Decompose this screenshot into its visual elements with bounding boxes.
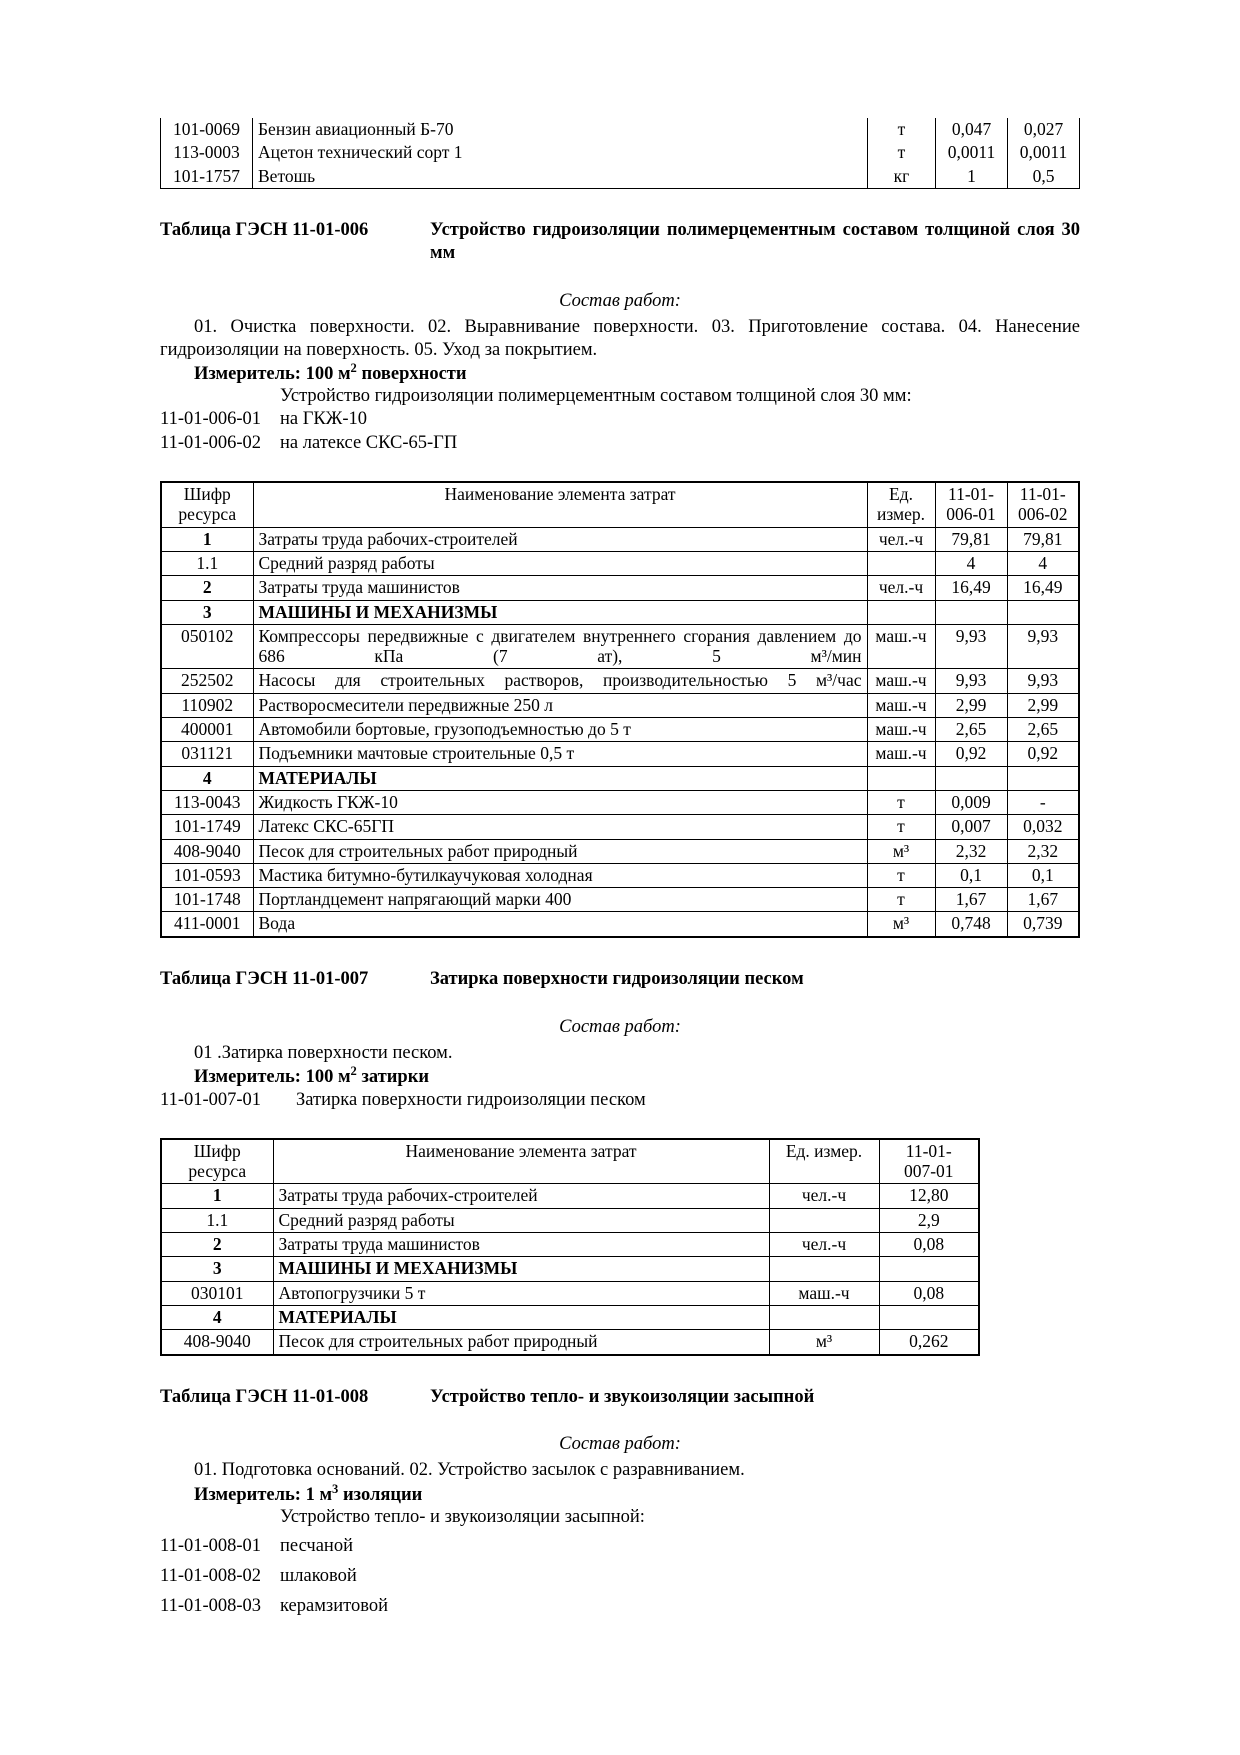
table-row (161, 766, 1079, 790)
resource-code: 2 (161, 1233, 273, 1257)
resource-code: 1 (161, 527, 253, 551)
section-006-table-body (161, 527, 1079, 937)
resource-value-1: 79,81 (935, 527, 1007, 551)
section-006-title (160, 219, 1080, 265)
resource-value-1: 16,49 (935, 576, 1007, 600)
variant-code: 11-01-006-02 (160, 433, 262, 454)
column-header-unit: Ед. измер. (769, 1139, 879, 1184)
column-header-norm-1-line2: 007-01 (903, 1161, 954, 1182)
section-006-variant (160, 431, 1080, 455)
section-007-resource-table (160, 1138, 980, 1356)
table-header-row (161, 1139, 979, 1184)
resource-value-2: 79,81 (1007, 527, 1079, 551)
resource-value-2: - (1007, 790, 1079, 814)
resource-code: 110902 (161, 693, 253, 717)
table-row (161, 669, 1079, 693)
resource-unit: м³ (867, 912, 935, 937)
resource-value-1: 12,80 (879, 1184, 979, 1208)
section-008-sostav-text: 01. Подготовка оснований. 02. Устройство засылок с разравниванием. (194, 1460, 745, 1481)
resource-unit: чел.-ч (867, 576, 935, 600)
resource-unit: чел.-ч (769, 1233, 879, 1257)
column-header-unit (867, 482, 935, 527)
izmeritel-suffix: затирки (356, 1066, 430, 1087)
izmeritel-suffix: поверхности (356, 364, 467, 385)
resource-value-1: 9,93 (935, 624, 1007, 669)
resource-unit (769, 1208, 879, 1232)
resource-name: Растворосмесители передвижные 250 л (253, 693, 867, 717)
resource-code: 030101 (161, 1281, 273, 1305)
table-row (161, 141, 1080, 164)
resource-value-1: 9,93 (935, 669, 1007, 693)
section-006-title-desc: Устройство гидроизоляции полимерцементным составом толщиной слоя 30 мм (430, 219, 1080, 263)
resource-name: Бензин авиационный Б-70 (253, 118, 868, 141)
section-006-table-head (161, 482, 1079, 527)
resource-value-2: 1,67 (1007, 888, 1079, 912)
resource-unit: маш.-ч (867, 718, 935, 742)
column-header-unit-line2: измер. (877, 504, 925, 525)
resource-value-2: 2,32 (1007, 839, 1079, 863)
resource-value-2: 0,0011 (1008, 141, 1080, 164)
resource-code: 1 (161, 1184, 273, 1208)
column-header-unit-line1: Ед. (889, 484, 913, 505)
table-row (161, 552, 1079, 576)
izmeritel-suffix: изоляции (338, 1484, 423, 1505)
resource-name: Автомобили бортовые, грузоподъемностью до 5 т (253, 718, 867, 742)
section-007-title-label: Таблица ГЭСН 11-01-007 (160, 968, 369, 989)
resource-value-1: 0,009 (935, 790, 1007, 814)
resource-value-2: 16,49 (1007, 576, 1079, 600)
section-007-variant (160, 1088, 1080, 1112)
resource-name: Средний разряд работы (253, 552, 867, 576)
section-007-sostav-heading: Состав работ: (559, 1016, 681, 1037)
section-007-title (160, 968, 1080, 991)
resource-code: 031121 (161, 742, 253, 766)
resource-unit: кг (868, 165, 936, 189)
column-header-code (161, 482, 253, 527)
resource-code: 411-0001 (161, 912, 253, 937)
column-header-norm-1 (935, 482, 1007, 527)
resource-value-1: 0,1 (935, 863, 1007, 887)
resource-value-1: 0,92 (935, 742, 1007, 766)
izmeritel-prefix: Измеритель: 100 м (194, 1066, 351, 1087)
resource-code: 4 (161, 766, 253, 790)
section-008-sub-desc: Устройство тепло- и звукоизоляции засыпной: (280, 1506, 645, 1527)
variant-text: Затирка поверхности гидроизоляции песком (296, 1089, 646, 1110)
resource-unit: т (867, 815, 935, 839)
table-row (161, 839, 1079, 863)
resource-code: 101-1749 (161, 815, 253, 839)
section-007-sostav-text: 01 .Затирка поверхности песком. (194, 1042, 453, 1063)
table-row (161, 165, 1080, 189)
table-row (161, 1330, 979, 1355)
resource-name: Затраты труда машинистов (253, 576, 867, 600)
izmeritel-sup: 3 (332, 1481, 339, 1496)
resource-value-1: 0,0011 (936, 141, 1008, 164)
fragment-table (160, 118, 1080, 189)
resource-code: 101-0593 (161, 863, 253, 887)
resource-value-1 (879, 1305, 979, 1329)
table-row (161, 790, 1079, 814)
resource-name: Песок для строительных работ природный (253, 839, 867, 863)
table-row (161, 693, 1079, 717)
section-006-sub-desc: Устройство гидроизоляции полимерцементным составом толщиной слоя 30 мм: (280, 386, 912, 407)
resource-unit: т (867, 863, 935, 887)
izmeritel-prefix: Измеритель: 1 м (194, 1484, 333, 1505)
table-row (161, 118, 1080, 141)
resource-value-1: 2,32 (935, 839, 1007, 863)
resource-group-heading: МАТЕРИАЛЫ (273, 1305, 769, 1329)
resource-group-heading: МАТЕРИАЛЫ (253, 766, 867, 790)
resource-code: 101-0069 (161, 118, 253, 141)
resource-value-1: 1 (936, 165, 1008, 189)
resource-unit: маш.-ч (867, 624, 935, 669)
column-header-norm-1 (879, 1139, 979, 1184)
resource-value-1: 2,65 (935, 718, 1007, 742)
table-row (161, 1233, 979, 1257)
fragment-table-body (161, 118, 1080, 188)
column-header-norm-1-line2: 006-01 (946, 504, 996, 525)
resource-code: 3 (161, 1257, 273, 1281)
section-006-resource-table (160, 481, 1080, 938)
section-008-sostav-heading: Состав работ: (559, 1434, 681, 1455)
resource-value-1: 2,9 (879, 1208, 979, 1232)
table-row (161, 718, 1079, 742)
resource-name: Компрессоры передвижные с двигателем внутреннего сгорания давлением до 686 кПа (7 ат), 5 м³/мин (253, 624, 867, 669)
table-row (161, 1208, 979, 1232)
resource-value-2: 0,1 (1007, 863, 1079, 887)
resource-unit: м³ (769, 1330, 879, 1355)
resource-value-1: 0,007 (935, 815, 1007, 839)
variant-text: на латексе СКС-65-ГП (280, 433, 458, 454)
table-row (161, 576, 1079, 600)
resource-name: Вода (253, 912, 867, 937)
column-header-code (161, 1139, 273, 1184)
resource-name: Песок для строительных работ природный (273, 1330, 769, 1355)
resource-unit: т (868, 141, 936, 164)
column-header-norm-2-line1: 11-01- (1019, 484, 1066, 505)
resource-group-heading: МАШИНЫ И МЕХАНИЗМЫ (253, 600, 867, 624)
table-row (161, 624, 1079, 669)
resource-code: 1.1 (161, 1208, 273, 1232)
table-row (161, 912, 1079, 937)
resource-name: Портландцемент напрягающий марки 400 (253, 888, 867, 912)
variant-code: 11-01-008-01 (160, 1535, 262, 1556)
column-header-norm-1-line1: 11-01- (905, 1140, 952, 1161)
section-008-title-desc: Устройство тепло- и звукоизоляции засыпной (430, 1386, 815, 1407)
variant-code: 11-01-006-01 (160, 409, 262, 430)
variant-code: 11-01-008-03 (160, 1595, 262, 1616)
resource-code: 113-0003 (161, 141, 253, 164)
section-007-table-wrap (160, 1138, 1080, 1356)
resource-unit: т (867, 888, 935, 912)
resource-value-2: 0,032 (1007, 815, 1079, 839)
column-header-norm-2 (1007, 482, 1079, 527)
resource-name: Затраты труда рабочих-строителей (273, 1184, 769, 1208)
table-row (161, 600, 1079, 624)
variant-code: 11-01-007-01 (160, 1089, 262, 1110)
column-header-code-line2: ресурса (178, 504, 237, 525)
table-row (161, 1257, 979, 1281)
variant-text: на ГКЖ-10 (280, 409, 368, 430)
resource-unit: т (867, 790, 935, 814)
table-row (161, 527, 1079, 551)
resource-value-2: 9,93 (1007, 669, 1079, 693)
section-007-izmeritel (160, 1063, 1080, 1088)
resource-value-1 (935, 766, 1007, 790)
column-header-name: Наименование элемента затрат (253, 482, 867, 527)
table-row (161, 815, 1079, 839)
resource-unit: т (868, 118, 936, 141)
resource-name: Подъемники мачтовые строительные 0,5 т (253, 742, 867, 766)
variant-text: шлаковой (280, 1565, 357, 1586)
resource-name: Мастика битумно-бутилкаучуковая холодная (253, 863, 867, 887)
resource-code: 2 (161, 576, 253, 600)
variant-code: 11-01-008-02 (160, 1565, 262, 1586)
section-007-table-head (161, 1139, 979, 1184)
resource-unit: маш.-ч (867, 693, 935, 717)
resource-code: 101-1748 (161, 888, 253, 912)
resource-code: 400001 (161, 718, 253, 742)
izmeritel-sup: 2 (350, 360, 357, 375)
resource-code: 252502 (161, 669, 253, 693)
izmeritel-sup: 2 (350, 1063, 357, 1078)
section-006-title-label: Таблица ГЭСН 11-01-006 (160, 219, 369, 240)
column-header-name: Наименование элемента затрат (273, 1139, 769, 1184)
section-007-title-desc: Затирка поверхности гидроизоляции песком (430, 968, 804, 989)
resource-code: 101-1757 (161, 165, 253, 189)
resource-value-1: 0,08 (879, 1233, 979, 1257)
resource-value-1: 0,748 (935, 912, 1007, 937)
table-header-row (161, 482, 1079, 527)
resource-code: 4 (161, 1305, 273, 1329)
section-008-variant (160, 1594, 1080, 1618)
section-008-variant (160, 1564, 1080, 1588)
resource-value-1: 4 (935, 552, 1007, 576)
resource-unit (769, 1305, 879, 1329)
resource-name: Ацетон технический сорт 1 (253, 141, 868, 164)
resource-code: 408-9040 (161, 1330, 273, 1355)
column-header-norm-1-line1: 11-01- (947, 484, 994, 505)
resource-name: Затраты труда машинистов (273, 1233, 769, 1257)
resource-value-1: 0,047 (936, 118, 1008, 141)
resource-name: Ветошь (253, 165, 868, 189)
table-row (161, 1281, 979, 1305)
resource-value-2: 2,65 (1007, 718, 1079, 742)
resource-value-1: 1,67 (935, 888, 1007, 912)
izmeritel-prefix: Измеритель: 100 м (194, 364, 351, 385)
resource-value-2: 0,739 (1007, 912, 1079, 937)
resource-value-1: 2,99 (935, 693, 1007, 717)
section-006-variant (160, 407, 1080, 431)
resource-name: Насосы для строительных растворов, производительностью 5 м³/час (253, 669, 867, 693)
resource-value-2: 4 (1007, 552, 1079, 576)
resource-unit: чел.-ч (867, 527, 935, 551)
resource-value-2: 0,92 (1007, 742, 1079, 766)
table-row (161, 1305, 979, 1329)
section-006-sostav-heading: Состав работ: (559, 290, 681, 311)
table-row (161, 888, 1079, 912)
resource-name: Жидкость ГКЖ-10 (253, 790, 867, 814)
resource-value-2 (1007, 600, 1079, 624)
section-006-table-wrap (160, 481, 1080, 938)
resource-unit: маш.-ч (867, 669, 935, 693)
resource-value-2: 9,93 (1007, 624, 1079, 669)
section-007-table-body (161, 1184, 979, 1355)
resource-unit: маш.-ч (867, 742, 935, 766)
resource-code: 1.1 (161, 552, 253, 576)
resource-value-2: 0,5 (1008, 165, 1080, 189)
column-header-code-line2: ресурса (188, 1161, 247, 1182)
resource-value-1: 0,262 (879, 1330, 979, 1355)
resource-value-2: 2,99 (1007, 693, 1079, 717)
resource-unit: м³ (867, 839, 935, 863)
resource-unit (867, 552, 935, 576)
section-006-izmeritel (160, 360, 1080, 385)
resource-value-1 (879, 1257, 979, 1281)
resource-code: 113-0043 (161, 790, 253, 814)
resource-name: Автопогрузчики 5 т (273, 1281, 769, 1305)
resource-value-2: 0,027 (1008, 118, 1080, 141)
section-008-variant (160, 1534, 1080, 1558)
variant-text: песчаной (280, 1535, 353, 1556)
page-content (160, 118, 1080, 1618)
resource-value-1: 0,08 (879, 1281, 979, 1305)
resource-name: Средний разряд работы (273, 1208, 769, 1232)
resource-unit: маш.-ч (769, 1281, 879, 1305)
section-008-title (160, 1386, 1080, 1409)
resource-code: 3 (161, 600, 253, 624)
column-header-code-line1: Шифр (183, 484, 231, 505)
table-row (161, 742, 1079, 766)
resource-code: 050102 (161, 624, 253, 669)
resource-value-2 (1007, 766, 1079, 790)
resource-unit (769, 1257, 879, 1281)
section-006-sostav-text: 01. Очистка поверхности. 02. Выравнивание поверхности. 03. Приготовление состава. 04. Нанесение гидроизоляции на поверхность. 05. Уход за покрытием. (160, 316, 1080, 360)
resource-group-heading: МАШИНЫ И МЕХАНИЗМЫ (273, 1257, 769, 1281)
resource-code: 408-9040 (161, 839, 253, 863)
resource-value-1 (935, 600, 1007, 624)
table-row (161, 863, 1079, 887)
resource-name: Затраты труда рабочих-строителей (253, 527, 867, 551)
resource-unit: чел.-ч (769, 1184, 879, 1208)
table-row (161, 1184, 979, 1208)
resource-unit (867, 766, 935, 790)
column-header-code-line1: Шифр (193, 1140, 241, 1161)
section-008-title-label: Таблица ГЭСН 11-01-008 (160, 1386, 369, 1407)
resource-unit (867, 600, 935, 624)
column-header-norm-2-line2: 006-02 (1017, 504, 1068, 525)
resource-name: Латекс СКС-65ГП (253, 815, 867, 839)
section-008-izmeritel (160, 1481, 1080, 1506)
variant-text: керамзитовой (280, 1595, 388, 1616)
